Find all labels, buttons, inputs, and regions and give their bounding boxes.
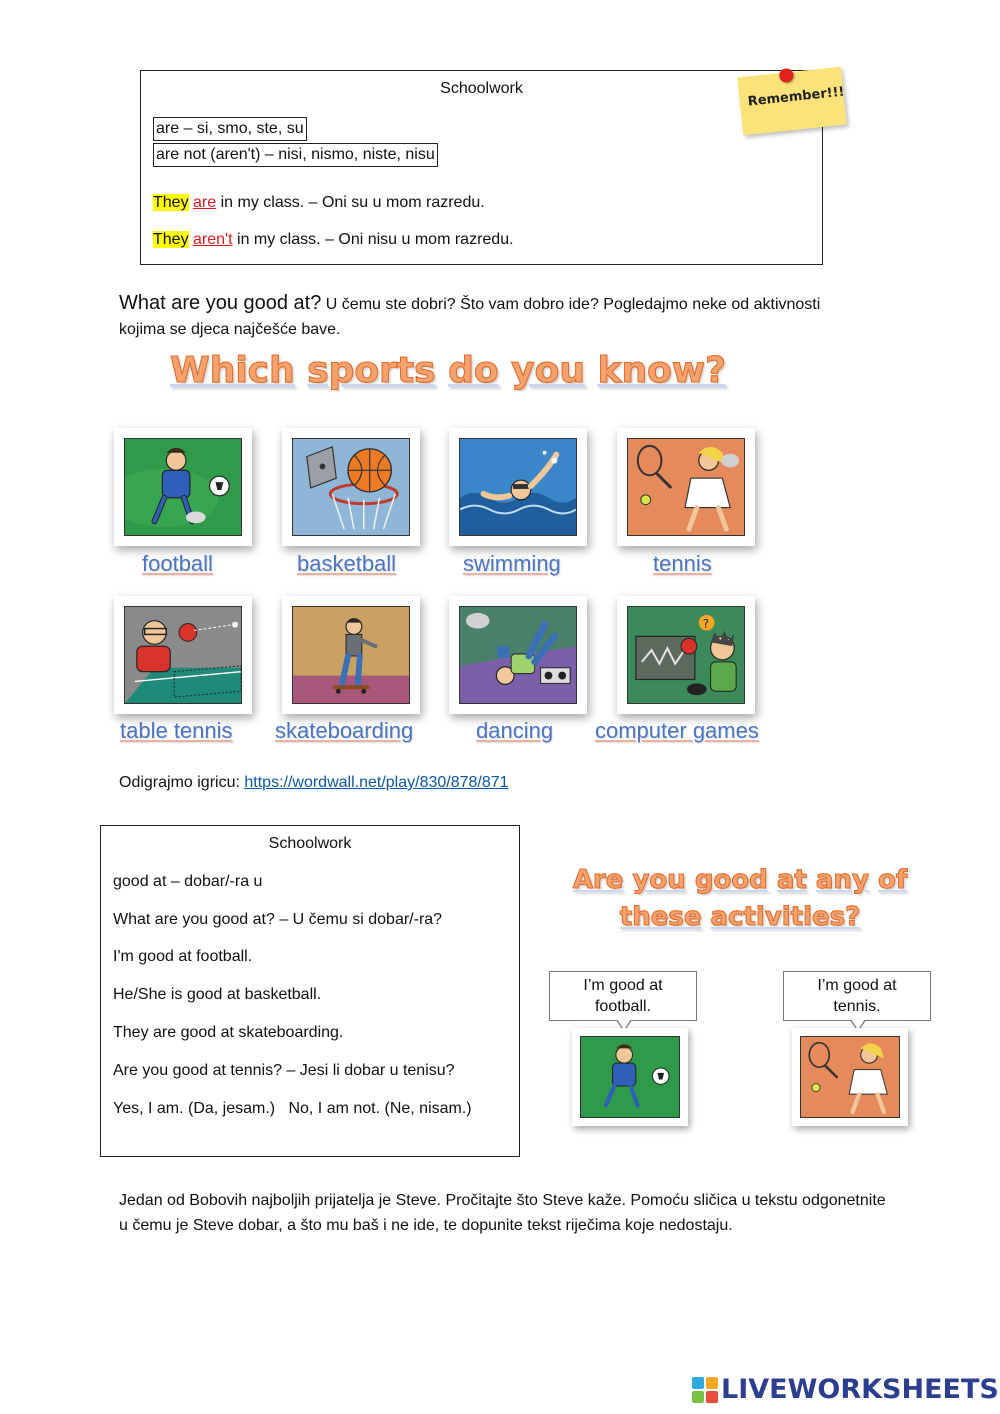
speech-bubble-tennis <box>783 971 931 1021</box>
dancing-card <box>449 596 587 714</box>
sports-heading <box>170 350 726 391</box>
example-are <box>153 194 485 212</box>
liveworksheets-logo-icon <box>692 1377 718 1403</box>
heading-word: these <box>619 902 702 932</box>
computer-games-picture <box>627 606 745 704</box>
heading-word: activities? <box>710 902 861 932</box>
heading-word: do <box>448 350 499 391</box>
skateboarding-picture <box>292 606 410 704</box>
game-text: Odigrajmo igricu: <box>119 774 245 791</box>
heading-word: you <box>511 350 585 391</box>
schoolwork-box-title: Schoolwork <box>268 835 352 852</box>
example-rest: in my class. – Oni nisu u mom razredu. <box>232 231 514 248</box>
heading-word: at <box>776 865 807 895</box>
sport-label: dancing <box>476 718 554 743</box>
intro-line-2: kojima se djeca najčešće bave. <box>119 321 341 338</box>
rule-are-not: are not (aren't) – nisi, nismo, niste, nisu <box>153 143 438 167</box>
sport-label: swimming <box>463 551 561 576</box>
sport-label: table tennis <box>120 718 233 743</box>
sport-label: basketball <box>297 551 397 576</box>
tennis-small-card <box>792 1028 908 1126</box>
example-rest: in my class. – Oni su u mom razredu. <box>216 194 485 211</box>
activities-heading-line-2 <box>560 899 920 936</box>
schoolwork-line: What are you good at? – U čemu si dobar/-ra? <box>113 911 443 928</box>
computer-games-card <box>617 596 755 714</box>
heading-word: of <box>877 865 908 895</box>
schoolwork-line: good at – dobar/-ra u <box>113 873 263 890</box>
heading-word: good <box>694 865 768 895</box>
instructions-paragraph: Jedan od Bobovih najboljih prijatelja je Steve. Pročitajte što Steve kaže. Pomoću sličica u tekstu odgonetnite u čemu je Steve dobar, a što mu baš i ne ide, te dopunite tekst riječima koje nedostaju. <box>119 1192 886 1234</box>
sport-label: computer games <box>595 718 759 743</box>
heading-word: Are <box>572 865 624 895</box>
tennis-card <box>617 428 755 546</box>
football-picture <box>580 1036 680 1118</box>
dancing-picture <box>459 606 577 704</box>
heading-word: any <box>815 865 869 895</box>
example-verb: aren't <box>193 231 233 248</box>
heading-word: Which <box>170 350 295 391</box>
schoolwork-line: Are you good at tennis? – Jesi li dobar u tenisu? <box>113 1062 455 1079</box>
schoolwork-line: He/She is good at basketball. <box>113 986 322 1003</box>
tennis-picture <box>800 1036 900 1118</box>
game-line <box>119 774 509 792</box>
swimming-card <box>449 428 587 546</box>
liveworksheets-logo-text: LIVEWORKSHEETS <box>721 1374 999 1405</box>
sport-label: football <box>142 551 213 576</box>
bubble-line: football. <box>594 998 652 1015</box>
bubble-line: tennis. <box>833 998 881 1015</box>
intro-text: U čemu ste dobri? Što vam dobro ide? Pogledajmo neke od aktivnosti <box>321 296 821 313</box>
table-tennis-card <box>114 596 252 714</box>
remember-box <box>140 70 823 265</box>
game-link[interactable]: https://wordwall.net/play/830/878/871 <box>244 774 509 791</box>
intro-question: What are you good at? <box>119 292 322 314</box>
schoolwork-line: Yes, I am. (Da, jesam.) No, I am not. (Ne, nisam.) <box>113 1100 472 1117</box>
football-small-card <box>572 1028 688 1126</box>
skateboarding-card <box>282 596 420 714</box>
remember-box-title: Schoolwork <box>440 80 523 97</box>
svg-text:?: ? <box>702 616 709 631</box>
football-picture <box>124 438 242 536</box>
example-subject: They <box>153 231 189 248</box>
football-card <box>114 428 252 546</box>
schoolwork-line: They are good at skateboarding. <box>113 1024 344 1041</box>
basketball-picture <box>292 438 410 536</box>
heading-word: sports <box>307 350 436 391</box>
table-tennis-picture <box>124 606 242 704</box>
bubble-line: I’m good at <box>583 977 663 994</box>
basketball-card <box>282 428 420 546</box>
schoolwork-box <box>100 825 520 1157</box>
example-verb: are <box>193 194 217 211</box>
example-are-not <box>153 231 514 249</box>
pushpin-icon <box>779 68 794 83</box>
heading-word: you <box>632 865 686 895</box>
heading-word: know? <box>597 350 726 391</box>
schoolwork-line: I'm good at football. <box>113 948 253 965</box>
sport-label: tennis <box>653 551 712 576</box>
remember-sticky-note <box>737 67 846 136</box>
tennis-picture <box>627 438 745 536</box>
intro-line-1 <box>119 292 820 315</box>
activities-heading <box>560 862 920 936</box>
activities-heading-line-1 <box>560 862 920 899</box>
example-subject: They <box>153 194 189 211</box>
rule-are: are – si, smo, ste, su <box>153 117 307 141</box>
sport-label: skateboarding <box>275 718 414 743</box>
swimming-picture <box>459 438 577 536</box>
sticky-note-text: Remember!!! <box>747 84 846 110</box>
speech-bubble-football <box>549 971 697 1021</box>
bubble-line: I’m good at <box>817 977 897 994</box>
liveworksheets-logo <box>692 1374 999 1405</box>
